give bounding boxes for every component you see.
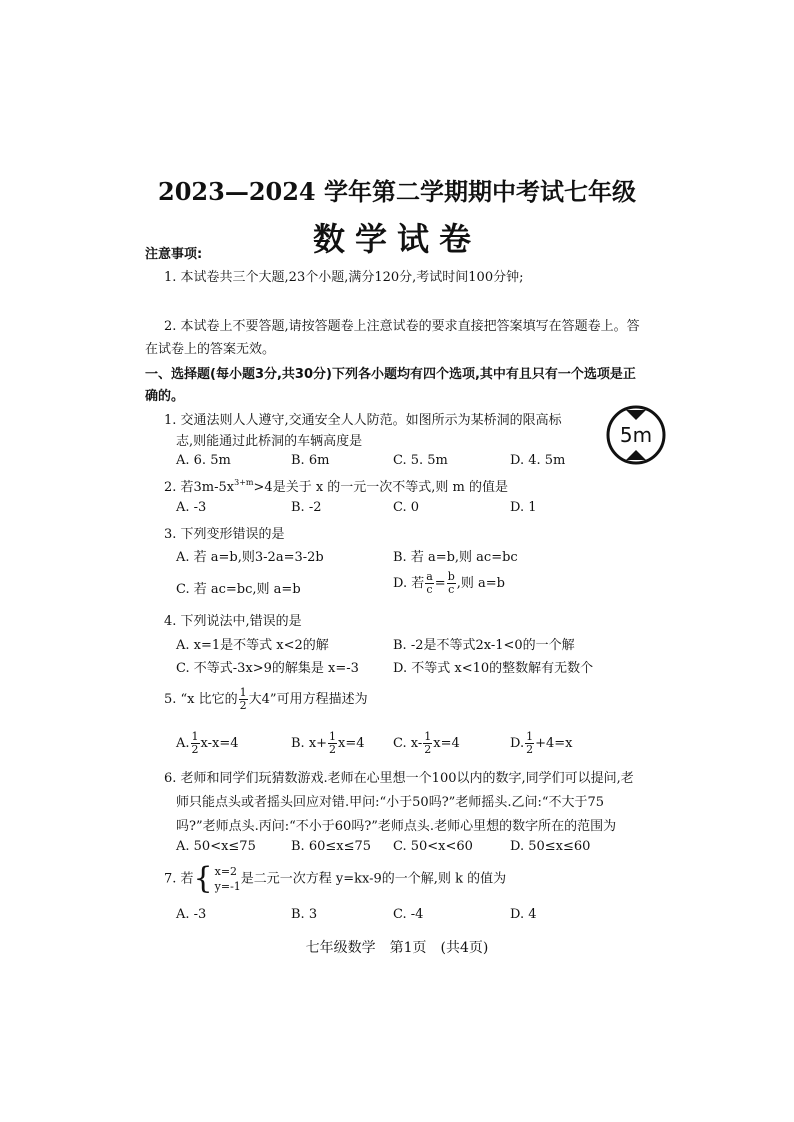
q6-option-b: B. 60≤x≤75 bbox=[291, 839, 372, 854]
q3-d-fraction-2 bbox=[447, 571, 456, 596]
q3-option-d bbox=[393, 571, 505, 596]
q1-stem-line1: 1. 交通法则人人遵守,交通安全人人防范。如图所示为某桥洞的限高标 bbox=[164, 413, 562, 428]
q7-stem-post: 是二元一次方程 y=kx-9的一个解,则 k 的值为 bbox=[240, 871, 507, 887]
q3-d-pre: D. 若 bbox=[393, 576, 425, 591]
q5-stem-post: 大4”可用方程描述为 bbox=[248, 692, 368, 707]
q5-b-label: B. x+ bbox=[291, 736, 328, 751]
notes-heading: 注意事项: bbox=[145, 247, 203, 262]
q5-option-c bbox=[393, 731, 460, 756]
fraction-denominator: c bbox=[448, 583, 455, 596]
q6-stem-line3: 吗?”老师点头.丙问:“不小于60吗?”老师点头.老师心里想的数字所在的范围为 bbox=[176, 819, 617, 834]
q3-option-b: B. 若 a=b,则 ac=bc bbox=[393, 550, 518, 565]
fraction-denominator: 2 bbox=[329, 743, 337, 756]
q7-option-a: A. -3 bbox=[176, 907, 207, 922]
q5-option-a bbox=[176, 731, 239, 756]
q4-option-c: C. 不等式-3x>9的解集是 x=-3 bbox=[176, 661, 359, 676]
q7-option-c: C. -4 bbox=[393, 907, 424, 922]
left-brace: { bbox=[193, 861, 213, 896]
system-row-2: y=-1 bbox=[214, 880, 241, 893]
fraction-numerator: 1 bbox=[191, 730, 199, 743]
q5-c-label: C. x- bbox=[393, 736, 423, 751]
exam-title-line1: 2023—2024 学年第二学期期中考试七年级 bbox=[158, 177, 636, 206]
q6-stem-line1: 6. 老师和同学们玩猜数游戏.老师在心里想一个100以内的数字,同学们可以提问,老 bbox=[164, 771, 634, 786]
q1-option-a: A. 6. 5m bbox=[176, 453, 231, 468]
q2-option-d: D. 1 bbox=[510, 500, 537, 515]
fraction-numerator: 1 bbox=[329, 730, 337, 743]
q7-option-d: D. 4 bbox=[510, 907, 537, 922]
q7-stem-pre: 7. 若 bbox=[164, 871, 194, 887]
page-footer: 七年级数学 第1页 (共4页) bbox=[305, 940, 489, 956]
q5-d-fraction bbox=[525, 731, 534, 756]
q6-stem-line2: 师只能点头或者摇头回应对错.甲问:“小于50吗?”老师摇头.乙问:“不大于75 bbox=[176, 795, 605, 810]
q4-option-d: D. 不等式 x<10的整数解有无数个 bbox=[393, 661, 594, 676]
q3-option-a: A. 若 a=b,则3-2a=3-2b bbox=[176, 550, 324, 565]
fraction-numerator: 1 bbox=[239, 686, 247, 699]
fraction-numerator: 1 bbox=[424, 730, 432, 743]
q1-stem-line2: 志,则能通过此桥洞的车辆高度是 bbox=[176, 434, 363, 449]
q3-d-fraction-1 bbox=[425, 571, 434, 596]
q5-c-post: x=4 bbox=[433, 736, 460, 751]
exam-title-line2: 数学试卷 bbox=[312, 220, 481, 258]
fraction-denominator: 2 bbox=[424, 743, 432, 756]
q3-stem: 3. 下列变形错误的是 bbox=[164, 527, 285, 542]
system-rows bbox=[215, 864, 241, 894]
q1-option-c: C. 5. 5m bbox=[393, 453, 448, 468]
notes-item-1: 1. 本试卷共三个大题,23个小题,满分120分,考试时间100分钟; bbox=[164, 270, 524, 285]
q2-stem-post: >4是关于 x 的一元一次不等式,则 m 的值是 bbox=[253, 480, 509, 495]
q2-option-a: A. -3 bbox=[176, 500, 207, 515]
q5-a-post: x-x=4 bbox=[200, 736, 239, 751]
section1-heading-line2: 确的。 bbox=[145, 389, 185, 404]
q5-stem bbox=[164, 687, 368, 712]
fraction-numerator: 1 bbox=[526, 730, 534, 743]
fraction-denominator: 2 bbox=[239, 699, 247, 712]
q6-option-a: A. 50<x≤75 bbox=[176, 839, 256, 854]
fraction-numerator: a bbox=[426, 570, 433, 583]
q5-c-fraction bbox=[423, 731, 432, 756]
q3-d-eq: = bbox=[434, 576, 446, 591]
q5-option-b bbox=[291, 731, 365, 756]
system-row-1: x=2 bbox=[214, 865, 238, 878]
q5-stem-fraction bbox=[239, 687, 248, 712]
q3-d-post: ,则 a=b bbox=[456, 576, 505, 591]
q7-stem bbox=[164, 861, 507, 896]
q5-d-post: +4=x bbox=[535, 736, 573, 751]
q5-a-fraction bbox=[191, 731, 200, 756]
q4-option-a: A. x=1是不等式 x<2的解 bbox=[176, 638, 329, 653]
q2-stem bbox=[164, 476, 508, 495]
q2-exponent: 3+m bbox=[234, 478, 254, 487]
q5-a-label: A. bbox=[176, 736, 190, 751]
section1-heading-line1: 一、选择题(每小题3分,共30分)下列各小题均有四个选项,其中有且只有一个选项是正 bbox=[145, 367, 636, 382]
q6-option-d: D. 50≤x≤60 bbox=[510, 839, 591, 854]
notes-item-2-line2: 在试卷上的答案无效。 bbox=[145, 342, 276, 357]
q4-option-b: B. -2是不等式2x-1<0的一个解 bbox=[393, 638, 575, 653]
q2-option-b: B. -2 bbox=[291, 500, 322, 515]
q1-option-b: B. 6m bbox=[291, 453, 330, 468]
q5-stem-pre: 5. “x 比它的 bbox=[164, 692, 238, 707]
q5-b-fraction bbox=[328, 731, 337, 756]
q3-option-c: C. 若 ac=bc,则 a=b bbox=[176, 582, 301, 597]
fraction-denominator: 2 bbox=[526, 743, 534, 756]
height-limit-sign bbox=[606, 405, 666, 465]
fraction-numerator: b bbox=[447, 570, 455, 583]
q7-equation-system bbox=[193, 861, 241, 896]
notes-item-2-line1: 2. 本试卷上不要答题,请按答题卷上注意试卷的要求直接把答案填写在答题卷上。答 bbox=[164, 319, 640, 334]
q2-stem-pre: 2. 若3m-5x bbox=[164, 480, 235, 495]
q5-d-label: D. bbox=[510, 736, 525, 751]
q4-stem: 4. 下列说法中,错误的是 bbox=[164, 614, 302, 629]
q5-b-post: x=4 bbox=[338, 736, 365, 751]
q2-option-c: C. 0 bbox=[393, 500, 420, 515]
sign-text: 5m bbox=[619, 423, 653, 447]
fraction-denominator: c bbox=[426, 583, 433, 596]
q5-option-d bbox=[510, 731, 572, 756]
q7-option-b: B. 3 bbox=[291, 907, 318, 922]
fraction-denominator: 2 bbox=[191, 743, 199, 756]
q1-option-d: D. 4. 5m bbox=[510, 453, 566, 468]
q6-option-c: C. 50<x<60 bbox=[393, 839, 473, 854]
